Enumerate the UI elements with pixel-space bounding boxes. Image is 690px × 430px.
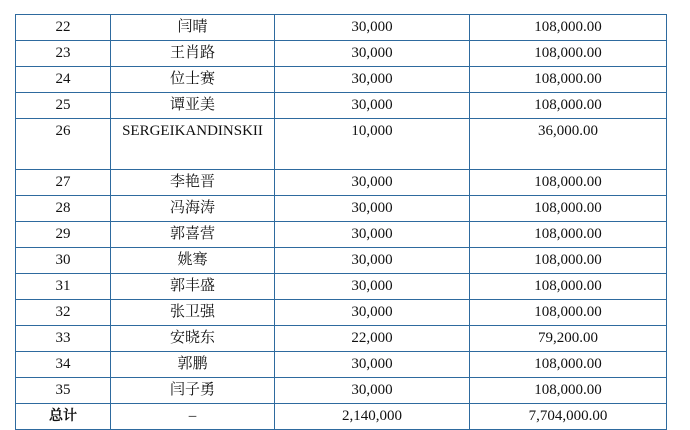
amount: 79,200.00 <box>470 326 667 352</box>
holder-name: 李艳晋 <box>111 170 275 196</box>
amount: 108,000.00 <box>470 15 667 41</box>
share-count: 30,000 <box>275 300 470 326</box>
amount: 108,000.00 <box>470 170 667 196</box>
share-count: 30,000 <box>275 93 470 119</box>
amount: 108,000.00 <box>470 222 667 248</box>
amount: 108,000.00 <box>470 196 667 222</box>
share-count: 30,000 <box>275 67 470 93</box>
amount: 36,000.00 <box>470 119 667 170</box>
amount: 108,000.00 <box>470 93 667 119</box>
table-row <box>16 93 667 119</box>
amount: 108,000.00 <box>470 378 667 404</box>
holder-name: SERGEIKANDINSKII <box>111 119 275 170</box>
table-row <box>16 15 667 41</box>
share-count: 10,000 <box>275 119 470 170</box>
table-row <box>16 67 667 93</box>
holder-name: 郭丰盛 <box>111 274 275 300</box>
total-share-count: 2,140,000 <box>275 404 470 430</box>
row-number: 26 <box>16 119 111 170</box>
total-label: 总计 <box>16 404 111 430</box>
row-number: 22 <box>16 15 111 41</box>
amount: 108,000.00 <box>470 274 667 300</box>
table-row <box>16 196 667 222</box>
row-number: 35 <box>16 378 111 404</box>
shareholder-table-container <box>15 14 667 430</box>
holder-name: 冯海涛 <box>111 196 275 222</box>
holder-name: 王肖路 <box>111 41 275 67</box>
table-row <box>16 119 667 170</box>
table-row <box>16 222 667 248</box>
row-number: 34 <box>16 352 111 378</box>
table-row <box>16 352 667 378</box>
row-number: 33 <box>16 326 111 352</box>
holder-name: 闫晴 <box>111 15 275 41</box>
amount: 108,000.00 <box>470 300 667 326</box>
row-number: 30 <box>16 248 111 274</box>
share-count: 30,000 <box>275 274 470 300</box>
share-count: 30,000 <box>275 170 470 196</box>
row-number: 29 <box>16 222 111 248</box>
holder-name: 闫子勇 <box>111 378 275 404</box>
row-number: 32 <box>16 300 111 326</box>
row-number: 31 <box>16 274 111 300</box>
holder-name: 郭鹏 <box>111 352 275 378</box>
share-count: 30,000 <box>275 41 470 67</box>
share-count: 30,000 <box>275 352 470 378</box>
row-number: 27 <box>16 170 111 196</box>
table-row <box>16 248 667 274</box>
table-row <box>16 41 667 67</box>
holder-name: 姚骞 <box>111 248 275 274</box>
holder-name: 郭喜营 <box>111 222 275 248</box>
row-number: 28 <box>16 196 111 222</box>
table-row <box>16 300 667 326</box>
row-number: 24 <box>16 67 111 93</box>
amount: 108,000.00 <box>470 41 667 67</box>
table-row <box>16 378 667 404</box>
total-amount: 7,704,000.00 <box>470 404 667 430</box>
share-count: 22,000 <box>275 326 470 352</box>
holder-name: 张卫强 <box>111 300 275 326</box>
holder-name: 谭亚美 <box>111 93 275 119</box>
share-count: 30,000 <box>275 222 470 248</box>
holder-name: 安晓东 <box>111 326 275 352</box>
row-number: 23 <box>16 41 111 67</box>
share-count: 30,000 <box>275 378 470 404</box>
shareholder-table <box>15 14 667 430</box>
share-count: 30,000 <box>275 248 470 274</box>
table-row <box>16 274 667 300</box>
share-count: 30,000 <box>275 15 470 41</box>
holder-name: 位士赛 <box>111 67 275 93</box>
table-row <box>16 326 667 352</box>
row-number: 25 <box>16 93 111 119</box>
table-row <box>16 170 667 196</box>
amount: 108,000.00 <box>470 352 667 378</box>
share-count: 30,000 <box>275 196 470 222</box>
amount: 108,000.00 <box>470 248 667 274</box>
total-row <box>16 404 667 430</box>
amount: 108,000.00 <box>470 67 667 93</box>
total-name-placeholder: – <box>111 404 275 430</box>
